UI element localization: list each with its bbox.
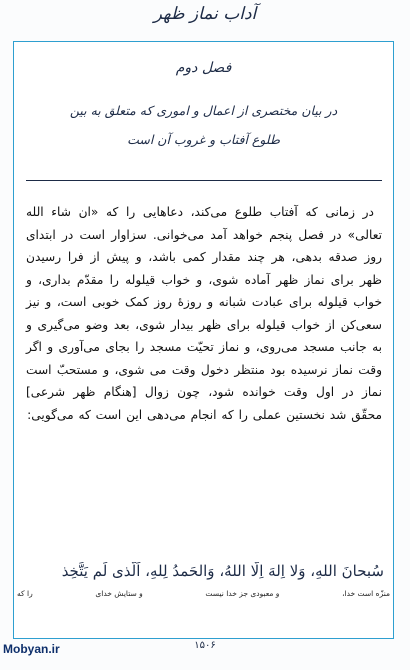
arabic-prayer-line: سُبحانَ اللهِ، وَلا اِلهَ اِلّا اللهُ، وَالحَمدُ لِلهِ، اَلَّذی لَم یَتَّخِذ <box>61 562 384 580</box>
chapter-title: فصل دوم <box>175 60 232 76</box>
translation-item: و معبودی جز خدا نیست <box>205 589 280 598</box>
chapter-subtitle-line-1: در بیان مختصری از اعمال و اموری که متعلق به بین <box>69 103 338 118</box>
body-text <box>26 201 382 426</box>
site-watermark[interactable]: Mobyan.ir <box>3 642 60 656</box>
translation-row <box>17 589 390 603</box>
translation-item: و ستایش خدای <box>95 589 143 598</box>
divider-rule <box>26 180 382 181</box>
translation-item: را که <box>17 589 33 598</box>
body-paragraph: در زمانی که آفتاب طلوع می‌کند، دعاهایی را که «ان شاء الله تعالی» در فصل پنجم خواهد آمد می‌خوانی. سزاوار است در ابتدای روز صدقه بدهی، هر چند مقدار کمی باشد، و پیش از فرا رسیدن ظهر برای نماز ظهر آماده شوی، و خواب قیلوله را مقدّم بداری، و خواب قیلوله برای عبادت شبانه و روزهٔ روز کمک خوبی است، و نیز سعی‌کن از خواب قیلوله برای ظهر بیدار شوی، بعد وضو می‌گیری و به جانب مسجد می‌روی، و نماز تحیّت مسجد را بجای می‌آوری و اگر وقت نماز نرسیده بود منتظر دخول وقت می شوی، و مستحبّ است نماز در اول وقت خوانده شود، چون زوال [هنگام ظهر شرعی] محقّق شد نخستین عملی را که انجام می‌دهی این است که می‌گویی: <box>26 205 382 422</box>
translation-item: منزّه است خدا، <box>342 589 390 598</box>
page-number: ۱۵۰۶ <box>194 640 216 651</box>
page-header-title: آداب نماز ظهر <box>153 4 257 24</box>
chapter-subtitle-line-2: طلوع آفتاب و غروب آن است <box>127 132 280 147</box>
